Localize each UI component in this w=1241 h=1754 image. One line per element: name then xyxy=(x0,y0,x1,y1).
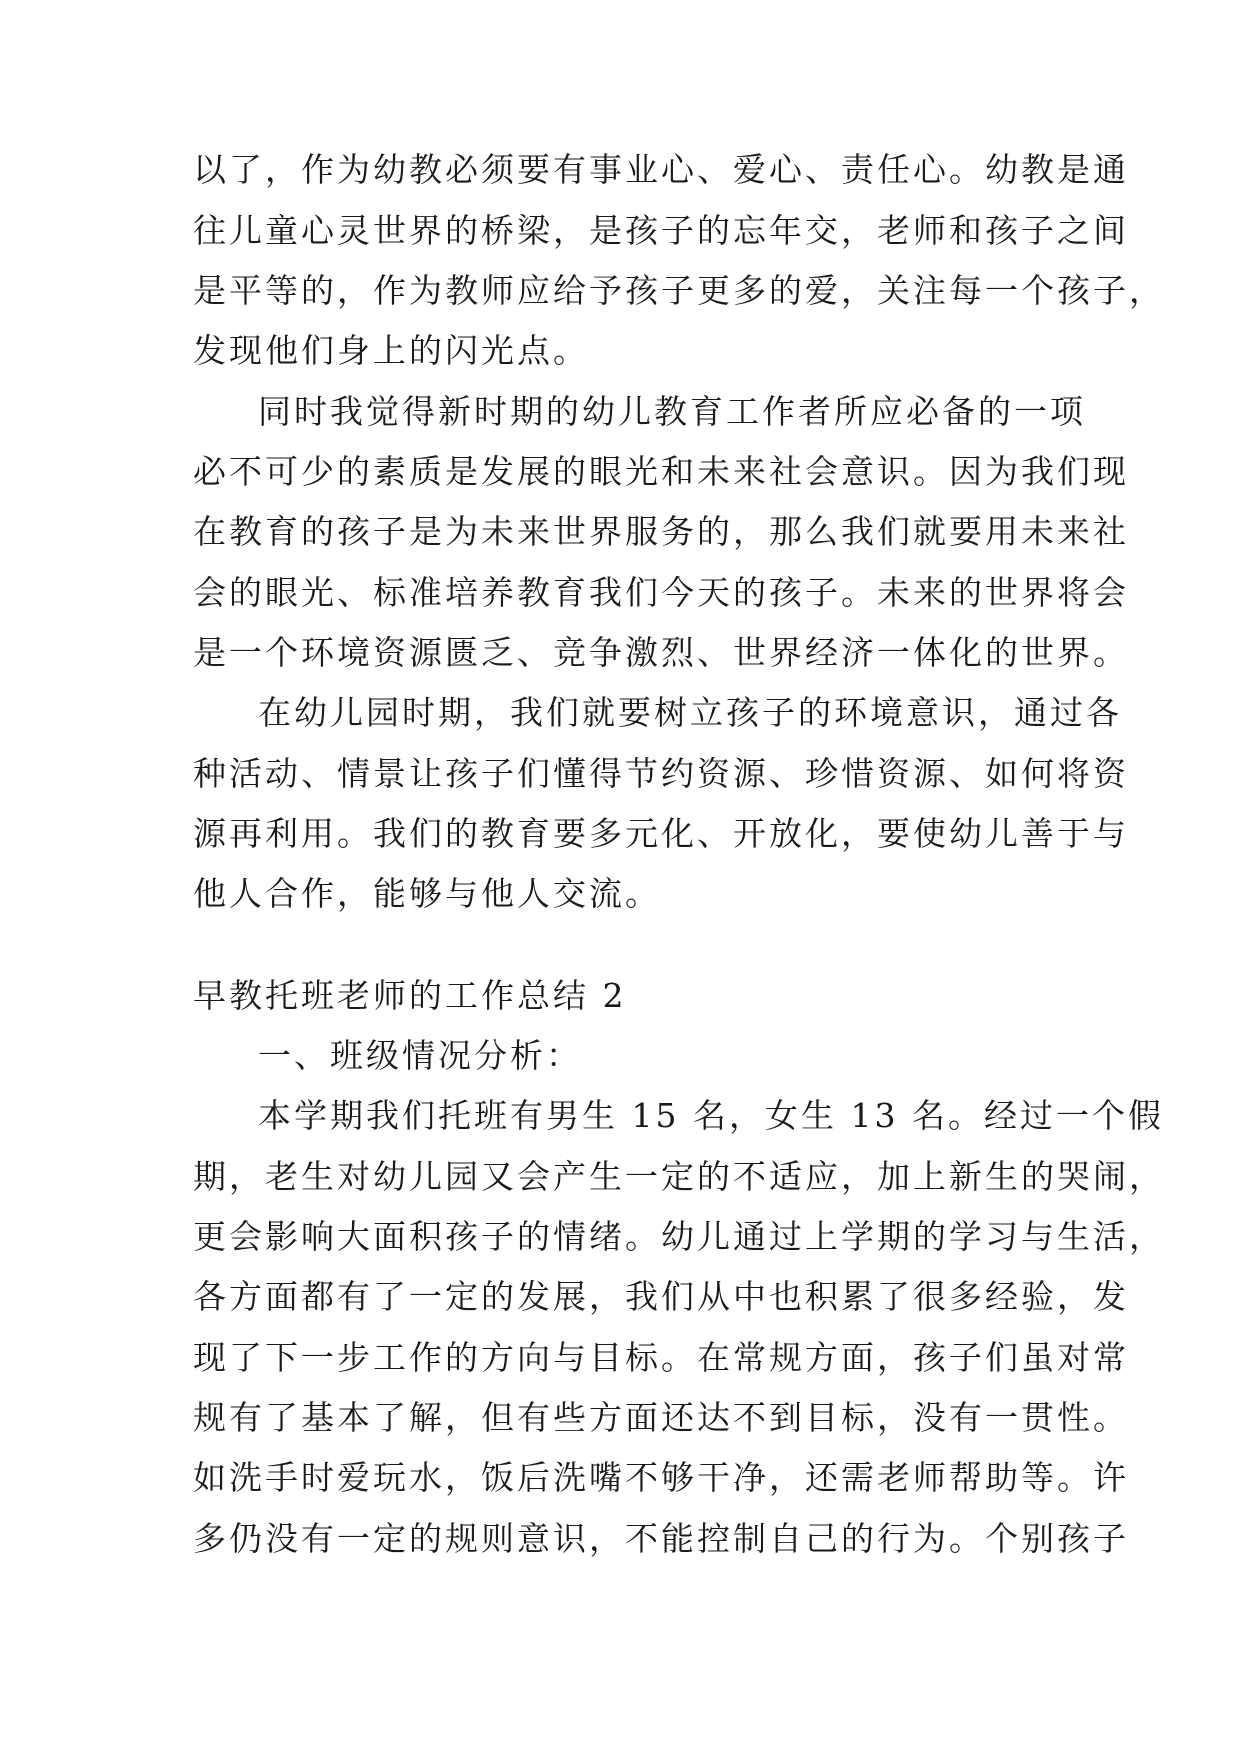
paragraph-line: 规有了基本了解，但有些方面还达不到目标，没有一贯性。 xyxy=(193,1398,1129,1437)
paragraph-line: 各方面都有了一定的发展，我们从中也积累了很多经验，发 xyxy=(193,1277,1129,1316)
paragraph-line: 多仍没有一定的规则意识，不能控制自己的行为。个别孩子 xyxy=(193,1519,1129,1558)
paragraph-line: 源再利用。我们的教育要多元化、开放化，要使幼儿善于与 xyxy=(193,814,1129,853)
paragraph-line: 他人合作，能够与他人交流。 xyxy=(193,874,661,913)
paragraph-line: 现了下一步工作的方向与目标。在常规方面，孩子们虽对常 xyxy=(193,1338,1129,1377)
paragraph-line: 发现他们身上的闪光点。 xyxy=(193,331,589,370)
paragraph-line: 必不可少的素质是发展的眼光和未来社会意识。因为我们现 xyxy=(193,452,1129,491)
paragraph-line: 如洗手时爱玩水，饭后洗嘴不够干净，还需老师帮助等。许 xyxy=(193,1458,1129,1497)
paragraph-line: 是平等的，作为教师应给予孩子更多的爱，关注每一个孩子， xyxy=(193,271,1165,310)
paragraph-line: 往儿童心灵世界的桥梁，是孩子的忘年交，老师和孩子之间 xyxy=(193,211,1129,250)
paragraph-line: 本学期我们托班有男生 15 名，女生 13 名。经过一个假 xyxy=(258,1096,1164,1135)
paragraph-line: 会的眼光、标准培养教育我们今天的孩子。未来的世界将会 xyxy=(193,573,1129,612)
section-subheading: 一、班级情况分析： xyxy=(258,1036,582,1075)
paragraph-line: 以了，作为幼教必须要有事业心、爱心、责任心。幼教是通 xyxy=(193,150,1129,189)
paragraph-line: 在教育的孩子是为未来世界服务的，那么我们就要用未来社 xyxy=(193,512,1129,551)
paragraph-line: 同时我觉得新时期的幼儿教育工作者所应必备的一项 xyxy=(258,392,1086,431)
paragraph-line: 是一个环境资源匮乏、竞争激烈、世界经济一体化的世界。 xyxy=(193,633,1129,672)
paragraph-line: 在幼儿园时期，我们就要树立孩子的环境意识，通过各 xyxy=(258,693,1122,732)
section-title: 早教托班老师的工作总结 2 xyxy=(193,976,627,1015)
paragraph-line: 种活动、情景让孩子们懂得节约资源、珍惜资源、如何将资 xyxy=(193,754,1129,793)
paragraph-line: 更会影响大面积孩子的情绪。幼儿通过上学期的学习与生活， xyxy=(193,1217,1165,1256)
paragraph-line: 期，老生对幼儿园又会产生一定的不适应，加上新生的哭闹， xyxy=(193,1157,1165,1196)
